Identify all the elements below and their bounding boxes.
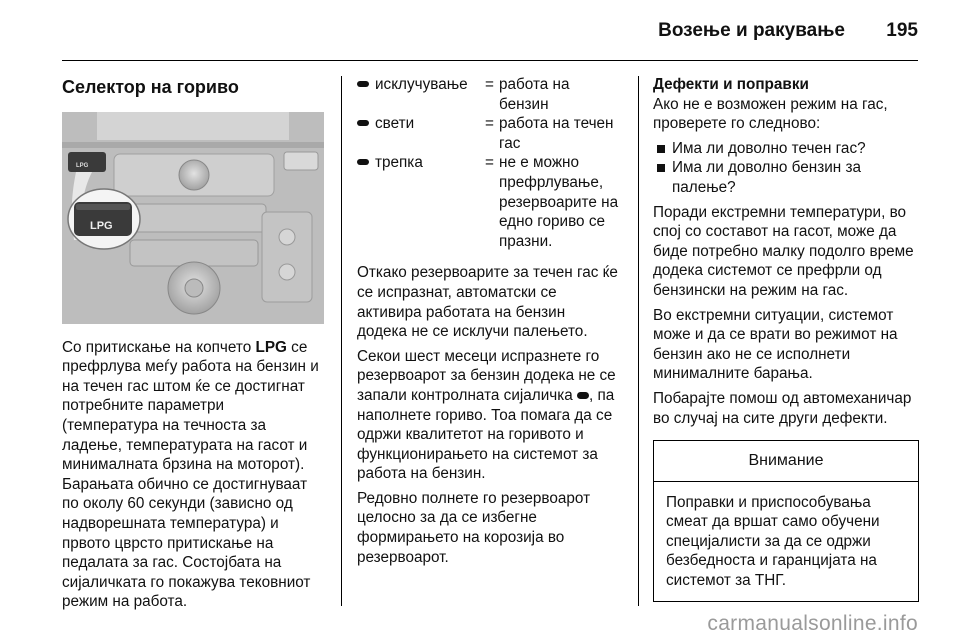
fuel-selector-heading: Селектор на гориво bbox=[62, 77, 239, 97]
fuel-selector-paragraph: Со притискање на копчето LPG се префрлува меѓу работа на бензин и на течен гас штом ќе се достигнат потребните параметри (температура на течноста за ладење, температурата на гасот и минималната брзина на моторот). Барањата обично се достигнуваат по околу 60 секунди (зависно од надворешната температура) и првото цврсто притискање на педалата за гас. Состојбата на сијаличката го покажува тековниот режим на работа. bbox=[62, 338, 319, 611]
list-item: Има ли доволно бензин за палење? bbox=[653, 158, 919, 197]
lamp-icon bbox=[577, 392, 589, 399]
lpg-button-large-label: LPG bbox=[90, 219, 113, 232]
page-number: 195 bbox=[886, 20, 918, 41]
def-row: исклучување = работа на бензин bbox=[357, 75, 619, 114]
paragraph: Поради екстремни температури, во спој со составот на гасот, може да биде потребно малку подолго време додека системот се префрли од бензински на режим на гас. bbox=[653, 203, 914, 299]
lpg-button-small-label: LPG bbox=[76, 162, 89, 169]
check-list bbox=[653, 139, 919, 198]
warning-box bbox=[653, 440, 919, 602]
column-2 bbox=[357, 75, 619, 572]
lpg-bold: LPG bbox=[255, 338, 287, 356]
def-row: трепка = не е можно префрлување, резервоарите на едно гориво се празни. bbox=[357, 153, 619, 251]
paragraph: Откако резервоарите за течен гас ќе се испразнат, автоматски се активира работата на бензин додека не се исклучи палењето. bbox=[357, 264, 618, 341]
column-divider-1 bbox=[341, 76, 342, 606]
page-header bbox=[0, 0, 960, 62]
header-rule bbox=[62, 60, 918, 61]
paragraph: Редовно полнете го резервоарот целосно за да се избегне формирањето на корозија во резервоарот. bbox=[357, 489, 591, 566]
paragraph: Во екстремни ситуации, системот може и да се врати во режимот на бензин ако не се исполнети минималните барања. bbox=[653, 306, 898, 383]
column-divider-2 bbox=[638, 76, 639, 606]
paragraph: Ако не е возможен режим на гас, проверете го следново: bbox=[653, 95, 888, 133]
column-3 bbox=[653, 75, 919, 602]
section-title: Возење и ракување bbox=[658, 20, 845, 41]
warning-title: Внимание bbox=[654, 441, 918, 482]
lamp-icon bbox=[357, 120, 369, 126]
paragraph: Секои шест месеци испразнете го резервоарот за бензин додека не се запали контролната сијаличка , па наполнете гориво. Тоа помага да се одржи квалитетот на горивото и функционирањето на системот за работа на бензин. bbox=[357, 347, 616, 483]
lpg-button-photo bbox=[62, 112, 324, 324]
paragraph: Побарајте помош од автомеханичар во случај на сите други дефекти. bbox=[653, 389, 912, 427]
lamp-icon bbox=[357, 81, 369, 87]
column-1 bbox=[62, 75, 324, 617]
lamp-icon bbox=[357, 159, 369, 165]
list-item: Има ли доволно течен гас? bbox=[653, 139, 919, 159]
faults-heading: Дефекти и поправки bbox=[653, 76, 809, 93]
watermark: carmanualsonline.info bbox=[707, 612, 918, 635]
def-row: свети = работа на течен гас bbox=[357, 114, 619, 153]
warning-body: Поправки и приспособувања смеат да вршат само обучени специјалисти за да се одржи безбедноста и гаранцијата на системот за ТНГ. bbox=[666, 493, 880, 590]
